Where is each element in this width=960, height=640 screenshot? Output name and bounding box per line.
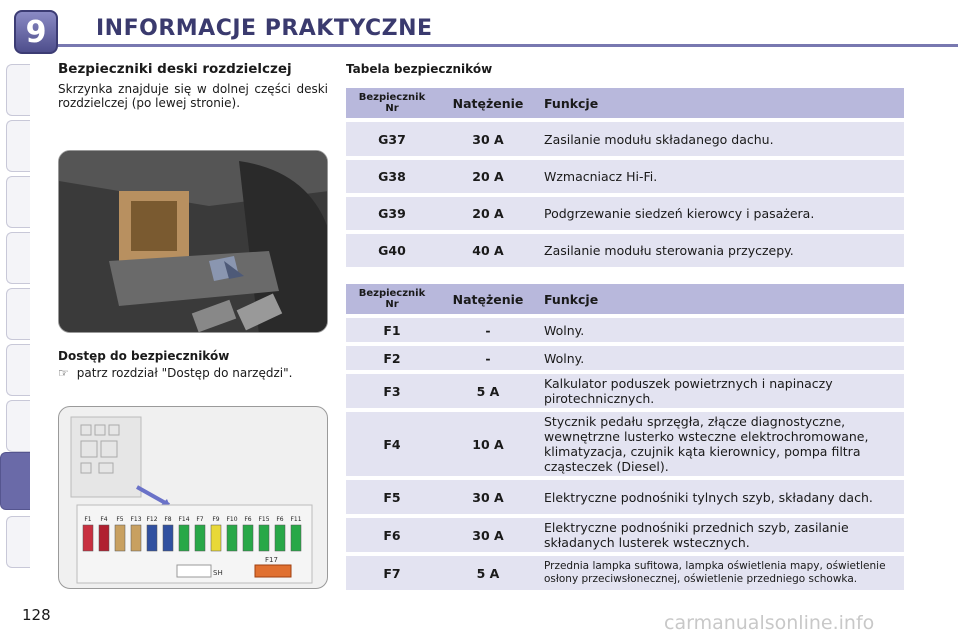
chapter-number-badge: 9 [14, 10, 58, 54]
dashboard-fusebox-photo [58, 150, 328, 333]
fuse-label: F7 [196, 516, 204, 523]
table-row [346, 480, 904, 514]
fuse-label: F6 [276, 516, 284, 523]
fuse [147, 525, 157, 551]
fuse-function: Przednia lampka sufitowa, lampka oświetlenia mapy, oświetlenie osłony przeciwsłonecznej, oświetlenie przedniego schowka. [538, 556, 904, 590]
fuse-label: F14 [178, 516, 190, 523]
fuse-label: F8 [164, 516, 172, 523]
fuse-label: F13 [130, 516, 142, 523]
fuse-nr: G39 [346, 197, 438, 230]
col-header-amperage: Natężenie [438, 284, 538, 314]
fuse [275, 525, 285, 551]
fuse [291, 525, 301, 551]
fuse [115, 525, 125, 551]
fuse [179, 525, 189, 551]
fuse [243, 525, 253, 551]
table-row [346, 234, 904, 267]
fuse-function: Elektryczne podnośniki tylnych szyb, składany dach. [538, 480, 904, 514]
fuse-amperage: 5 A [438, 556, 538, 590]
col-header-function: Funkcje [538, 284, 904, 314]
access-text: patrz rozdział "Dostęp do narzędzi". [76, 366, 293, 380]
dashboard-photo-illustration [59, 151, 328, 333]
fuse-amperage: 30 A [438, 122, 538, 156]
fuse-f17 [255, 565, 291, 577]
fuse-amperage: 20 A [438, 197, 538, 230]
chapter-tab[interactable] [6, 400, 30, 452]
fuse-table-top [346, 84, 904, 271]
fuse-function: Podgrzewanie siedzeń kierowcy i pasażera. [538, 197, 904, 230]
page-number: 128 [22, 606, 51, 624]
fuse-nr: F2 [346, 346, 438, 370]
fuse-amperage: 20 A [438, 160, 538, 193]
fuse [227, 525, 237, 551]
table-header-row [346, 284, 904, 314]
fuse-function: Wolny. [538, 318, 904, 342]
chapter-tab[interactable] [6, 232, 30, 284]
fuse-label: F15 [258, 516, 270, 523]
table-header-row [346, 88, 904, 118]
fuse-amperage: 10 A [438, 412, 538, 476]
fuse-label: F4 [100, 516, 108, 523]
table-row [346, 518, 904, 552]
table-row [346, 160, 904, 193]
fuse-function: Wolny. [538, 346, 904, 370]
chapter-tab[interactable] [6, 176, 30, 228]
fuse-function: Zasilanie modułu składanego dachu. [538, 122, 904, 156]
fusebox-diagram-drawing [59, 407, 328, 589]
fuse [259, 525, 269, 551]
fuse-label: F11 [290, 516, 302, 523]
fuse-nr: F6 [346, 518, 438, 552]
chapter-title: INFORMACJE PRAKTYCZNE [96, 16, 433, 41]
fuse-amperage: 5 A [438, 374, 538, 408]
chapter-tab[interactable] [6, 64, 30, 116]
table-row [346, 346, 904, 370]
chapter-tab-active[interactable] [0, 452, 30, 510]
chapter-tab[interactable] [6, 344, 30, 396]
chapter-tab[interactable] [6, 120, 30, 172]
chapter-tab[interactable] [6, 516, 30, 568]
section-body: Skrzynka znajduje się w dolnej części deski rozdzielczej (po lewej stronie). [58, 82, 328, 110]
fuse-table-title: Tabela bezpieczników [346, 62, 493, 76]
fuse-amperage: 40 A [438, 234, 538, 267]
fuse-nr: G38 [346, 160, 438, 193]
col-header-amperage: Natężenie [438, 88, 538, 118]
fuse-nr: G40 [346, 234, 438, 267]
fuse-amperage: - [438, 318, 538, 342]
col-header-fuse-nr: Bezpiecznik Nr [346, 88, 438, 118]
access-instruction [58, 366, 292, 380]
col-header-fuse-nr: Bezpiecznik Nr [346, 284, 438, 314]
fuse-label: F5 [116, 516, 124, 523]
fuse-function: Stycznik pedału sprzęgła, złącze diagnostyczne, wewnętrzne lusterko wsteczne elektrochromowane, klimatyzacja, czujnik kąta kierownicy, pompa filtra cząsteczek (Diesel). [538, 412, 904, 476]
fuse-table-bottom [346, 280, 904, 594]
table-row [346, 318, 904, 342]
fuse-function: Kalkulator poduszek powietrznych i napinaczy pirotechnicznych. [538, 374, 904, 408]
table-row [346, 556, 904, 590]
fuse-nr: G37 [346, 122, 438, 156]
fuse [83, 525, 93, 551]
table-row [346, 374, 904, 408]
fuse [131, 525, 141, 551]
fuse-amperage: - [438, 346, 538, 370]
fuse [211, 525, 221, 551]
table-row [346, 197, 904, 230]
fuse-label: F9 [212, 516, 220, 523]
fuse-nr: F1 [346, 318, 438, 342]
fuse [163, 525, 173, 551]
table-row [346, 412, 904, 476]
fuse-amperage: 30 A [438, 518, 538, 552]
pointing-hand-icon: ☞ [58, 366, 69, 380]
watermark: carmanualsonline.info [664, 612, 875, 634]
fuse-nr: F3 [346, 374, 438, 408]
relay-sh-label: SH [213, 569, 223, 577]
fuse-nr: F4 [346, 412, 438, 476]
fuse-label: F12 [146, 516, 158, 523]
fuse [195, 525, 205, 551]
access-title: Dostęp do bezpieczników [58, 349, 230, 363]
relay-sh [177, 565, 211, 577]
chapter-tabs-rail [0, 60, 30, 580]
fuse-label: F10 [226, 516, 238, 523]
fuse-nr: F5 [346, 480, 438, 514]
fuse-nr: F7 [346, 556, 438, 590]
fuse-label: F1 [84, 516, 92, 523]
fuse-label: F6 [244, 516, 252, 523]
section-title: Bezpieczniki deski rozdzielczej [58, 61, 292, 77]
fuse-function: Wzmacniacz Hi-Fi. [538, 160, 904, 193]
fuse-f17-label: F17 [265, 556, 278, 564]
header-rule [58, 44, 958, 47]
chapter-tab[interactable] [6, 288, 30, 340]
table-row [346, 122, 904, 156]
fuse [99, 525, 109, 551]
col-header-function: Funkcje [538, 88, 904, 118]
fuse-function: Zasilanie modułu sterowania przyczepy. [538, 234, 904, 267]
fusebox-diagram [58, 406, 328, 589]
fuse-amperage: 30 A [438, 480, 538, 514]
fuse-function: Elektryczne podnośniki przednich szyb, zasilanie składanych lusterek wstecznych. [538, 518, 904, 552]
